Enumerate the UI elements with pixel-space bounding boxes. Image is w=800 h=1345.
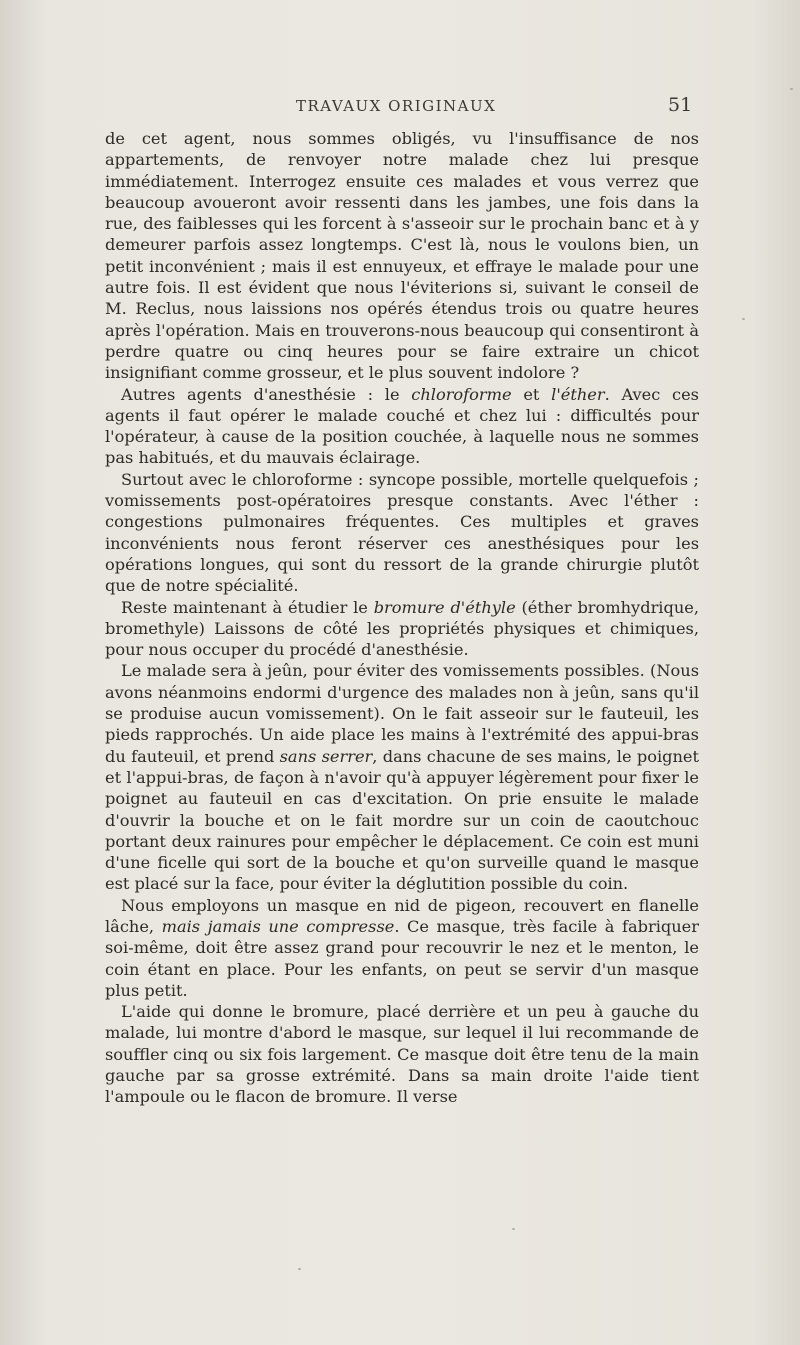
- text-run: et: [511, 384, 552, 404]
- text-run: Reste maintenant à étudier le: [121, 597, 374, 617]
- text-run: . Avec ces agents il faut opérer le malade couché et chez lui : difficultés pour l'opérateur, à cause de la position couchée, à laquelle nous ne sommes pas habitués, et du mauvais éclairage.: [105, 384, 699, 468]
- text-run: (éther bromhydrique, bromethyle) Laissons de côté les propriétés physiques et chimiques, pour nous occuper du procédé d'anesthésie.: [105, 597, 699, 660]
- text-run: . Ce masque, très facile à fabriquer soi-même, doit être assez grand pour recouvrir le nez et le menton, le coin étant en place. Pour les enfants, on peut se servir d'un masque plus petit.: [105, 916, 699, 1000]
- paragraph: [105, 597, 699, 661]
- italic-term: sans serrer: [279, 746, 373, 766]
- paper-speck: [512, 1228, 515, 1230]
- text-run: Autres agents d'anesthésie : le: [121, 384, 412, 404]
- paragraph: [105, 660, 699, 894]
- text-run: L'aide qui donne le bromure, placé derrière et un peu à gauche du malade, lui montre d'abord le masque, sur lequel il lui recommande de souffler cinq ou six fois largement. Ce masque doit être tenu de la main gauche par sa grosse extrémité. Dans sa main droite l'aide tient l'ampoule ou le flacon de bromure. Il verse: [105, 1002, 699, 1107]
- paper-speck: [790, 88, 793, 90]
- body-text: [105, 128, 699, 1108]
- paper-speck: [742, 318, 745, 320]
- text-run: Nous employons un masque en nid de pigeon, recouvert en flanelle lâche,: [105, 895, 699, 936]
- italic-term: mais jamais une compresse: [161, 916, 395, 936]
- paper-speck: [298, 1268, 301, 1270]
- text-run: Surtout avec le chloroforme : syncope possible, mortelle quelquefois ; vomissements post-opératoires presque constants. Avec l'éther : congestions pulmonaires fréquentes. Ces multiples et graves inconvénients nous feront réserver ces anesthésiques pour les opérations longues, qui sont du ressort de la grande chirurgie plutôt que de notre spécialité.: [105, 469, 699, 596]
- italic-term: l'éther: [551, 384, 605, 404]
- text-run: de cet agent, nous sommes obligés, vu l'insuffisance de nos appartements, de renvoyer notre malade chez lui presque immédiatement. Interrogez ensuite ces malades et vous verrez que beaucoup avoueront avoir ressenti dans les jambes, une fois dans la rue, des faiblesses qui les forcent à s'asseoir sur le prochain banc et à y demeurer parfois assez longtemps. C'est là, nous le voulons bien, un petit inconvénient ; mais il est ennuyeux, et effraye le malade pour une autre fois. Il est évident que nous l'éviterions si, suivant le conseil de M. Reclus, nous laissions nos opérés étendus trois ou quatre heures après l'opération. Mais en trouverons-nous beaucoup qui consentiront à perdre quatre ou cinq heures pour se faire extraire un chicot insignifiant comme grosseur, et le plus souvent indolore ?: [105, 129, 699, 383]
- running-title: TRAVAUX ORIGINAUX: [296, 97, 497, 115]
- paragraph: [105, 1001, 699, 1107]
- italic-term: chloroforme: [411, 384, 512, 404]
- running-head: [0, 94, 800, 121]
- italic-term: bromure d'éthyle: [373, 597, 516, 617]
- paragraph: [105, 469, 699, 597]
- text-run: Le malade sera à jeûn, pour éviter des vomissements possibles. (Nous avons néanmoins endormi d'urgence des malades non à jeûn, sans qu'il se produise aucun vomissement). On le fait asseoir sur le fauteuil, les pieds rapprochés. Un aide place les mains à l'extrémité des appui-bras du fauteuil, et prend: [105, 661, 699, 766]
- paragraph: [105, 128, 699, 384]
- paragraph: [105, 895, 699, 1001]
- paragraph: [105, 384, 699, 469]
- page-number: 51: [668, 94, 693, 116]
- text-run: , dans chacune de ses mains, le poignet et l'appui-bras, de façon à n'avoir qu'à appuyer légèrement pour fixer le poignet au fauteuil en cas d'excitation. On prie ensuite le malade d'ouvrir la bouche et on le fait mordre sur un coin de caoutchouc portant deux rainures pour empêcher le déplacement. Ce coin est muni d'une ficelle qui sort de la bouche et qu'on surveille quand le masque est placé sur la face, pour éviter la déglutition possible du coin.: [105, 746, 699, 894]
